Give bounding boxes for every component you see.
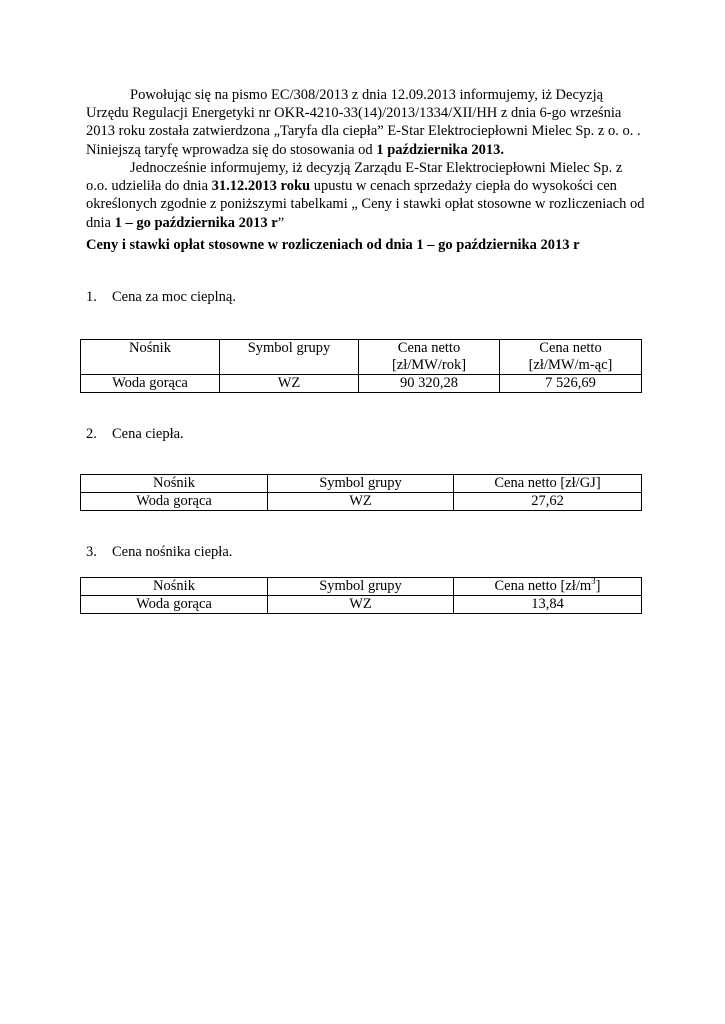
header-cell: Cena netto $[zł/m^3]$ <box>454 578 642 596</box>
intro-text: upustu w cenach sprzedaży ciepła do wysokości cen określonych zgodnie z poniższymi tabelkami „ Ceny i stawki opłat stosowne w rozliczeniach od dnia <box>86 178 645 231</box>
section-title <box>86 426 184 443</box>
header-cell: Cena netto [zł/MW/rok] <box>359 340 500 375</box>
carrier-price-table <box>80 577 642 614</box>
table-cell: 90 320,28 <box>359 375 500 393</box>
table-cell: 27,62 <box>454 493 642 511</box>
table-row <box>81 375 642 393</box>
header-cell: Symbol grupy <box>268 475 454 493</box>
header-cell: Nośnik <box>81 578 268 596</box>
table-cell: WZ <box>220 375 359 393</box>
capacity-price-table <box>80 339 642 393</box>
table-cell: Woda gorąca <box>81 596 268 614</box>
header-cell: Cena netto [zł/GJ] <box>454 475 642 493</box>
section-label: Cena ciepła. <box>112 426 184 442</box>
intro-text: Powołując się na pismo EC/308/2013 z dnia 12.09.2013 informujemy, iż Decyzją Urzędu Regulacji Energetyki nr OKR-4210-33(14)/2013/1334/XII/HH z dnia 6-go września 2013 roku została zatwierdzona „Taryfa dla ciepła” E-Star Elektrociepłowni Mielec Sp. z o. o. . Niniejszą taryfę wprowadza się do stosowania od <box>86 87 641 158</box>
section-label: Cena nośnika ciepła. <box>112 544 233 560</box>
table-cell: WZ <box>268 493 454 511</box>
table-cell: 13,84 <box>454 596 642 614</box>
prices-heading: Ceny i stawki opłat stosowne w rozliczeniach od dnia 1 – go października 2013 r <box>86 237 580 253</box>
intro-paragraph-1 <box>86 86 646 159</box>
table-header-row <box>81 578 642 596</box>
section-title <box>86 289 236 306</box>
header-cell: Symbol grupy <box>220 340 359 375</box>
header-cell: Nośnik <box>81 340 220 375</box>
intro-text: Jednocześnie informujemy, iż decyzją Zarządu E-Star Elektrociepłowni Mielec Sp. z o.o. udzieliła do dnia <box>86 160 623 195</box>
table-cell: Woda gorąca <box>81 493 268 511</box>
section-title <box>86 544 232 561</box>
table-cell: 7 526,69 <box>500 375 642 393</box>
start-date: 1 – go października 2013 r <box>114 214 278 231</box>
table-cell: WZ <box>268 596 454 614</box>
discount-end-date: 31.12.2013 roku <box>211 178 311 195</box>
section-label: Cena za moc cieplną. <box>112 289 236 305</box>
table-row <box>81 493 642 511</box>
header-cell: Nośnik <box>81 475 268 493</box>
section-number: 3. <box>86 544 97 560</box>
header-cell: Symbol grupy <box>268 578 454 596</box>
table-cell: Woda gorąca <box>81 375 220 393</box>
heat-price-table <box>80 474 642 511</box>
effective-date: 1 października 2013. <box>376 141 504 158</box>
intro-text: ” <box>277 214 285 231</box>
section-number: 2. <box>86 426 97 442</box>
header-cell: Cena netto [zł/MW/m-ąc] <box>500 340 642 375</box>
section-number: 1. <box>86 289 97 305</box>
table-row <box>81 596 642 614</box>
table-header-row <box>81 475 642 493</box>
intro-paragraph-2 <box>86 159 646 232</box>
table-header-row <box>81 340 642 375</box>
